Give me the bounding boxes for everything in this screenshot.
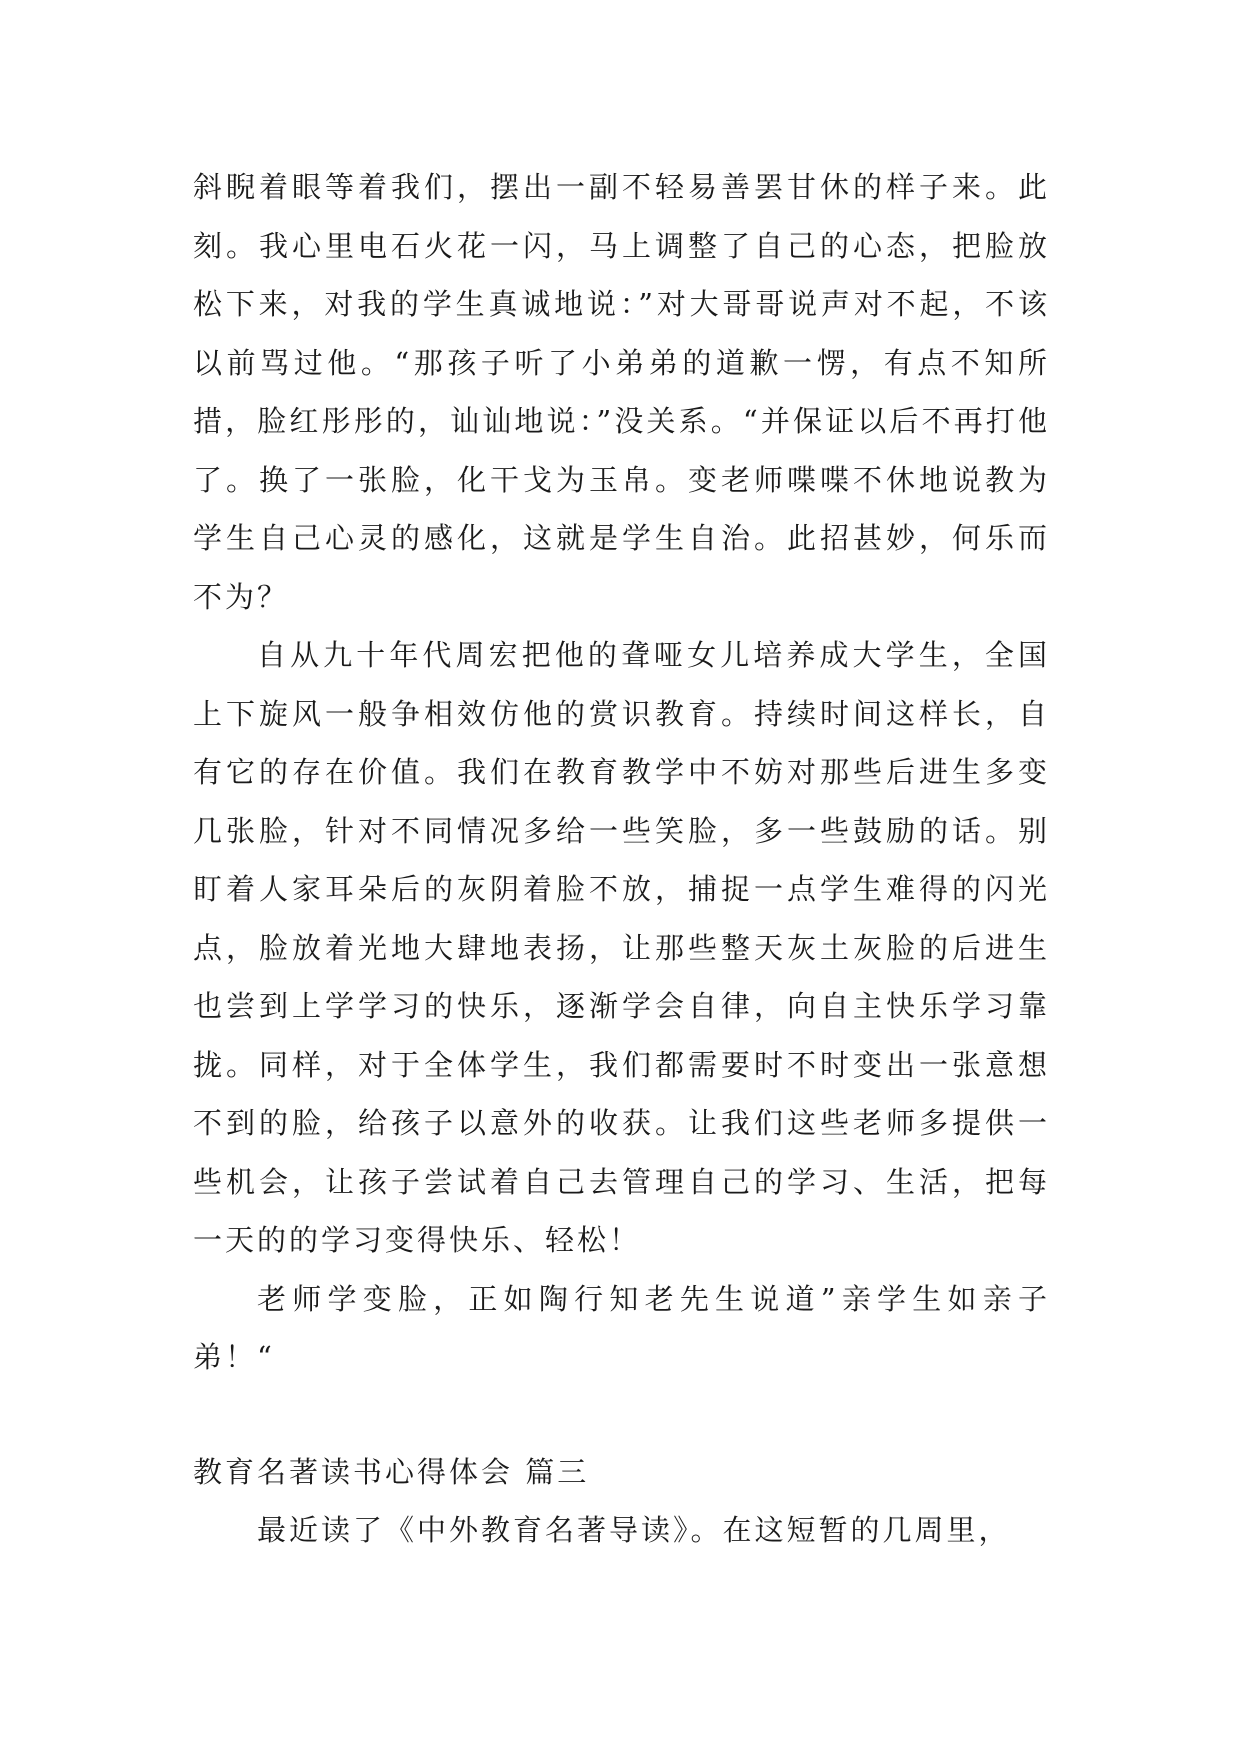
document-body [193, 158, 1050, 1560]
paragraph-4: 最近读了《中外教育名著导读》。在这短暂的几周里， [257, 1513, 1011, 1547]
section-heading: 教育名著读书心得体会 篇三 [193, 1454, 590, 1489]
paragraph-2: 自从九十年代周宏把他的聋哑女儿培养成大学生，全国上下旋风一般争相效仿他的赏识教育。持续时间这样长，自有它的存在价值。我们在教育教学中不妨对那些后进生多变几张脸，针对不同情况多给一些笑脸，多一些鼓励的话。别盯着人家耳朵后的灰阴着脸不放，捕捉一点学生难得的闪光点，脸放着光地大肆地表扬，让那些整天灰土灰脸的后进生也尝到上学学习的快乐，逐渐学会自律，向自主快乐学习靠拢。同样，对于全体学生，我们都需要时不时变出一张意想不到的脸，给孩子以意外的收获。让我们这些老师多提供一些机会，让孩子尝试着自己去管理自己的学习、生活，把每一天的的学习变得快乐、轻松！ [193, 638, 1050, 1257]
paragraph-3: 老师学变脸，正如陶行知老先生说道”亲学生如亲子弟！“ [193, 1281, 1050, 1374]
paragraph-1: 斜睨着眼等着我们，摆出一副不轻易善罢甘休的样子来。此刻。我心里电石火花一闪，马上调整了自己的心态，把脸放松下来，对我的学生真诚地说：”对大哥哥说声对不起，不该以前骂过他。“那孩子听了小弟弟的道歉一愣，有点不知所措，脸红彤彤的，讪讪地说：”没关系。“并保证以后不再打他了。换了一张脸，化干戈为玉帛。变老师喋喋不休地说教为学生自己心灵的感化，这就是学生自治。此招甚妙，何乐而不为？ [193, 170, 1050, 614]
